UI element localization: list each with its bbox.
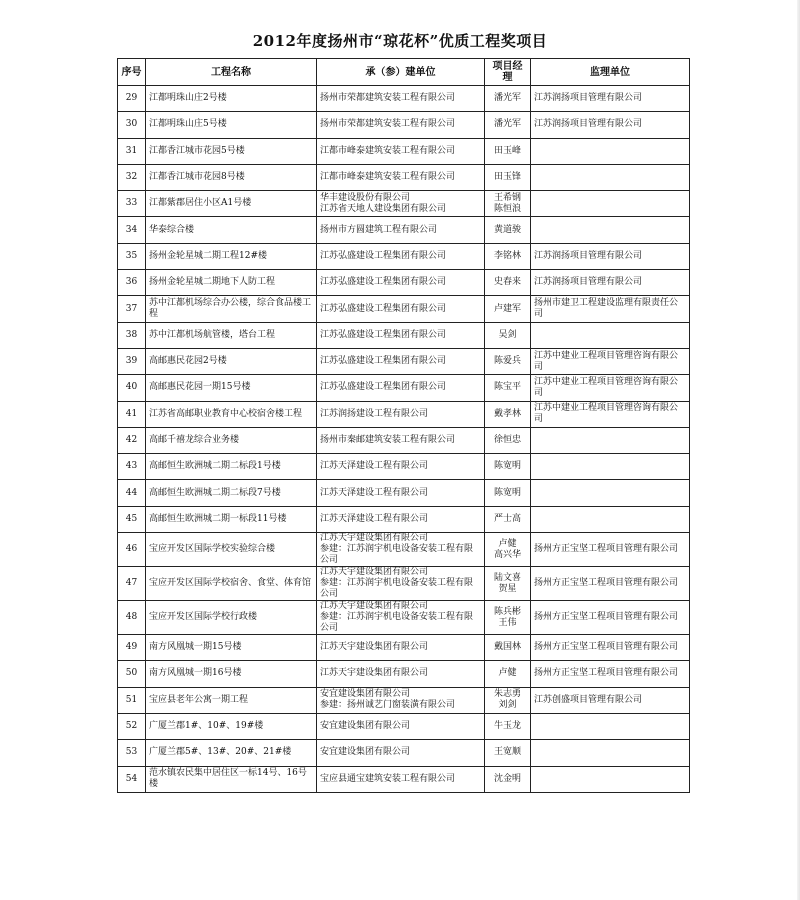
supervisor-cell: 江苏润扬项目管理有限公司 (531, 243, 690, 269)
supervisor-cell: 江苏润扬项目管理有限公司 (531, 270, 690, 296)
contractor-cell: 江苏天宇建设集团有限公司 参建：江苏润宇机电设备安装工程有限公司 (317, 567, 485, 601)
header-no: 序号 (118, 59, 146, 86)
project-name-cell: 宝应开发区国际学校实验综合楼 (146, 533, 317, 567)
contractor-cell: 江苏弘盛建设工程集团有限公司 (317, 322, 485, 348)
contractor-cell: 江苏弘盛建设工程集团有限公司 (317, 375, 485, 401)
contractor-cell: 江都市峰泰建筑安装工程有限公司 (317, 164, 485, 190)
project-manager-cell: 陈宝平 (485, 375, 531, 401)
table-row (118, 533, 690, 567)
contractor-cell: 安宜建设集团有限公司 (317, 713, 485, 739)
contractor-cell: 江苏天泽建设工程有限公司 (317, 506, 485, 532)
table-row (118, 243, 690, 269)
supervisor-cell: 江苏中建业工程项目管理咨询有限公司 (531, 375, 690, 401)
table-row (118, 270, 690, 296)
contractor-cell: 江苏天泽建设工程有限公司 (317, 454, 485, 480)
project-name-cell: 范水镇农民集中居住区一标14号、16号楼 (146, 766, 317, 792)
row-number-cell: 33 (118, 191, 146, 217)
supervisor-cell: 江苏中建业工程项目管理咨询有限公司 (531, 348, 690, 374)
project-manager-cell: 陆文喜 贺星 (485, 567, 531, 601)
supervisor-cell (531, 191, 690, 217)
project-name-cell: 南方风凰城一期15号楼 (146, 635, 317, 661)
projects-table (117, 58, 690, 793)
contractor-cell: 华丰建设股份有限公司 江苏省天地人建设集团有限公司 (317, 191, 485, 217)
contractor-cell: 江都市峰泰建筑安装工程有限公司 (317, 138, 485, 164)
project-name-cell: 苏中江都机场航管楼，塔台工程 (146, 322, 317, 348)
project-name-cell: 江苏省高邮职业教育中心校宿舍楼工程 (146, 401, 317, 427)
contractor-cell: 江苏弘盛建设工程集团有限公司 (317, 348, 485, 374)
table-row (118, 567, 690, 601)
project-manager-cell: 王希钢 陈恒浪 (485, 191, 531, 217)
row-number-cell: 46 (118, 533, 146, 567)
supervisor-cell (531, 138, 690, 164)
supervisor-cell: 扬州方正宝坚工程项目管理有限公司 (531, 661, 690, 687)
project-manager-cell: 陈宽明 (485, 480, 531, 506)
supervisor-cell: 江苏润扬项目管理有限公司 (531, 86, 690, 112)
project-name-cell: 江都香江城市花园8号楼 (146, 164, 317, 190)
project-manager-cell: 卢建军 (485, 296, 531, 322)
project-manager-cell: 潘光军 (485, 112, 531, 138)
table-row (118, 740, 690, 766)
contractor-cell: 江苏天宇建设集团有限公司 (317, 661, 485, 687)
project-manager-cell: 田玉峰 (485, 138, 531, 164)
table-row (118, 635, 690, 661)
row-number-cell: 53 (118, 740, 146, 766)
project-manager-cell: 史春来 (485, 270, 531, 296)
supervisor-cell: 扬州方正宝坚工程项目管理有限公司 (531, 635, 690, 661)
project-name-cell: 华泰综合楼 (146, 217, 317, 243)
project-name-cell: 宝应县老年公寓一期工程 (146, 687, 317, 713)
project-manager-cell: 戴孝林 (485, 401, 531, 427)
project-manager-cell: 潘光军 (485, 86, 531, 112)
supervisor-cell (531, 454, 690, 480)
project-name-cell: 江都紫郡居住小区A1号楼 (146, 191, 317, 217)
project-name-cell: 宝应开发区国际学校行政楼 (146, 601, 317, 635)
supervisor-cell: 扬州方正宝坚工程项目管理有限公司 (531, 567, 690, 601)
project-manager-cell: 徐恒忠 (485, 427, 531, 453)
row-number-cell: 49 (118, 635, 146, 661)
supervisor-cell (531, 766, 690, 792)
project-manager-cell: 卢健 (485, 661, 531, 687)
project-manager-cell: 卢健 高兴华 (485, 533, 531, 567)
contractor-cell: 江苏天泽建设工程有限公司 (317, 480, 485, 506)
row-number-cell: 32 (118, 164, 146, 190)
project-name-cell: 高邮恒生欧洲城二期二标段7号楼 (146, 480, 317, 506)
supervisor-cell (531, 506, 690, 532)
table-row (118, 322, 690, 348)
table-row (118, 375, 690, 401)
row-number-cell: 41 (118, 401, 146, 427)
project-name-cell: 江都香江城市花园5号楼 (146, 138, 317, 164)
table-row (118, 217, 690, 243)
contractor-cell: 江苏润扬建设工程有限公司 (317, 401, 485, 427)
supervisor-cell (531, 480, 690, 506)
contractor-cell: 安宜建设集团有限公司 (317, 740, 485, 766)
supervisor-cell: 江苏中建业工程项目管理咨询有限公司 (531, 401, 690, 427)
row-number-cell: 40 (118, 375, 146, 401)
supervisor-cell: 江苏创盛项目管理有限公司 (531, 687, 690, 713)
row-number-cell: 38 (118, 322, 146, 348)
contractor-cell: 江苏弘盛建设工程集团有限公司 (317, 243, 485, 269)
supervisor-cell: 扬州市建卫工程建设监理有限责任公司 (531, 296, 690, 322)
table-row (118, 191, 690, 217)
supervisor-cell (531, 322, 690, 348)
contractor-cell: 江苏天宇建设集团有限公司 (317, 635, 485, 661)
row-number-cell: 51 (118, 687, 146, 713)
project-manager-cell: 严士高 (485, 506, 531, 532)
project-manager-cell: 戴国林 (485, 635, 531, 661)
project-name-cell: 南方风凰城一期16号楼 (146, 661, 317, 687)
row-number-cell: 31 (118, 138, 146, 164)
table-row (118, 86, 690, 112)
project-manager-cell: 牛玉龙 (485, 713, 531, 739)
table-row (118, 296, 690, 322)
row-number-cell: 36 (118, 270, 146, 296)
header-project-name: 工程名称 (146, 59, 317, 86)
supervisor-cell (531, 217, 690, 243)
contractor-cell: 扬州市秦邮建筑安装工程有限公司 (317, 427, 485, 453)
project-manager-cell: 黄道骏 (485, 217, 531, 243)
row-number-cell: 42 (118, 427, 146, 453)
row-number-cell: 48 (118, 601, 146, 635)
table-header-row (118, 59, 690, 86)
row-number-cell: 29 (118, 86, 146, 112)
row-number-cell: 47 (118, 567, 146, 601)
header-project-manager: 项目经理 (485, 59, 531, 86)
table-row (118, 138, 690, 164)
contractor-cell: 江苏天宇建设集团有限公司 参建：江苏润宇机电设备安装工程有限公司 (317, 533, 485, 567)
supervisor-cell: 扬州方正宝坚工程项目管理有限公司 (531, 601, 690, 635)
supervisor-cell (531, 713, 690, 739)
project-name-cell: 扬州金轮星城二期地下人防工程 (146, 270, 317, 296)
row-number-cell: 34 (118, 217, 146, 243)
project-manager-cell: 陈宽明 (485, 454, 531, 480)
row-number-cell: 45 (118, 506, 146, 532)
contractor-cell: 扬州市方圆建筑工程有限公司 (317, 217, 485, 243)
row-number-cell: 37 (118, 296, 146, 322)
project-name-cell: 扬州金轮星城二期工程12#楼 (146, 243, 317, 269)
contractor-cell: 扬州市荣都建筑安装工程有限公司 (317, 112, 485, 138)
project-name-cell: 高邮惠民花园一期15号楼 (146, 375, 317, 401)
contractor-cell: 安宜建设集团有限公司 参建：扬州诚艺门窗装潢有限公司 (317, 687, 485, 713)
project-manager-cell: 沈金明 (485, 766, 531, 792)
project-name-cell: 广厦兰郡5#、13#、20#、21#楼 (146, 740, 317, 766)
project-name-cell: 江都明珠山庄2号楼 (146, 86, 317, 112)
project-manager-cell: 田玉锋 (485, 164, 531, 190)
supervisor-cell (531, 427, 690, 453)
table-body (118, 86, 690, 793)
row-number-cell: 52 (118, 713, 146, 739)
project-manager-cell: 朱志勇 刘剑 (485, 687, 531, 713)
table-row (118, 427, 690, 453)
row-number-cell: 30 (118, 112, 146, 138)
supervisor-cell: 江苏润扬项目管理有限公司 (531, 112, 690, 138)
table-row (118, 506, 690, 532)
table-row (118, 601, 690, 635)
project-name-cell: 江都明珠山庄5号楼 (146, 112, 317, 138)
row-number-cell: 43 (118, 454, 146, 480)
table-row (118, 766, 690, 792)
table-row (118, 713, 690, 739)
row-number-cell: 50 (118, 661, 146, 687)
header-supervisor: 监理单位 (531, 59, 690, 86)
row-number-cell: 44 (118, 480, 146, 506)
project-manager-cell: 吴剑 (485, 322, 531, 348)
project-name-cell: 苏中江都机场综合办公楼，综合食品楼工程 (146, 296, 317, 322)
table-row (118, 112, 690, 138)
supervisor-cell: 扬州方正宝坚工程项目管理有限公司 (531, 533, 690, 567)
table-row (118, 687, 690, 713)
project-manager-cell: 王宽顺 (485, 740, 531, 766)
contractor-cell: 江苏弘盛建设工程集团有限公司 (317, 270, 485, 296)
contractor-cell: 江苏弘盛建设工程集团有限公司 (317, 296, 485, 322)
page-title: 2012年度扬州市“琼花杯”优质工程奖项目 (252, 32, 548, 50)
table-row (118, 348, 690, 374)
project-name-cell: 高邮恒生欧洲城二期二标段1号楼 (146, 454, 317, 480)
project-manager-cell: 陈爱兵 (485, 348, 531, 374)
table-row (118, 661, 690, 687)
project-manager-cell: 陈兵彬 王伟 (485, 601, 531, 635)
table-row (118, 480, 690, 506)
row-number-cell: 54 (118, 766, 146, 792)
supervisor-cell (531, 164, 690, 190)
project-manager-cell: 李铭林 (485, 243, 531, 269)
project-name-cell: 广厦兰郡1#、10#、19#楼 (146, 713, 317, 739)
header-contractor: 承（参）建单位 (317, 59, 485, 86)
row-number-cell: 39 (118, 348, 146, 374)
project-name-cell: 宝应开发区国际学校宿舍、食堂、体育馆 (146, 567, 317, 601)
table-row (118, 164, 690, 190)
table-row (118, 401, 690, 427)
project-name-cell: 高邮恒生欧洲城二期一标段11号楼 (146, 506, 317, 532)
row-number-cell: 35 (118, 243, 146, 269)
contractor-cell: 江苏天宇建设集团有限公司 参建：江苏润宇机电设备安装工程有限公司 (317, 601, 485, 635)
project-name-cell: 高邮惠民花园2号楼 (146, 348, 317, 374)
project-name-cell: 高邮千禧龙综合业务楼 (146, 427, 317, 453)
contractor-cell: 扬州市荣都建筑安装工程有限公司 (317, 86, 485, 112)
contractor-cell: 宝应县通宝建筑安装工程有限公司 (317, 766, 485, 792)
table-row (118, 454, 690, 480)
supervisor-cell (531, 740, 690, 766)
